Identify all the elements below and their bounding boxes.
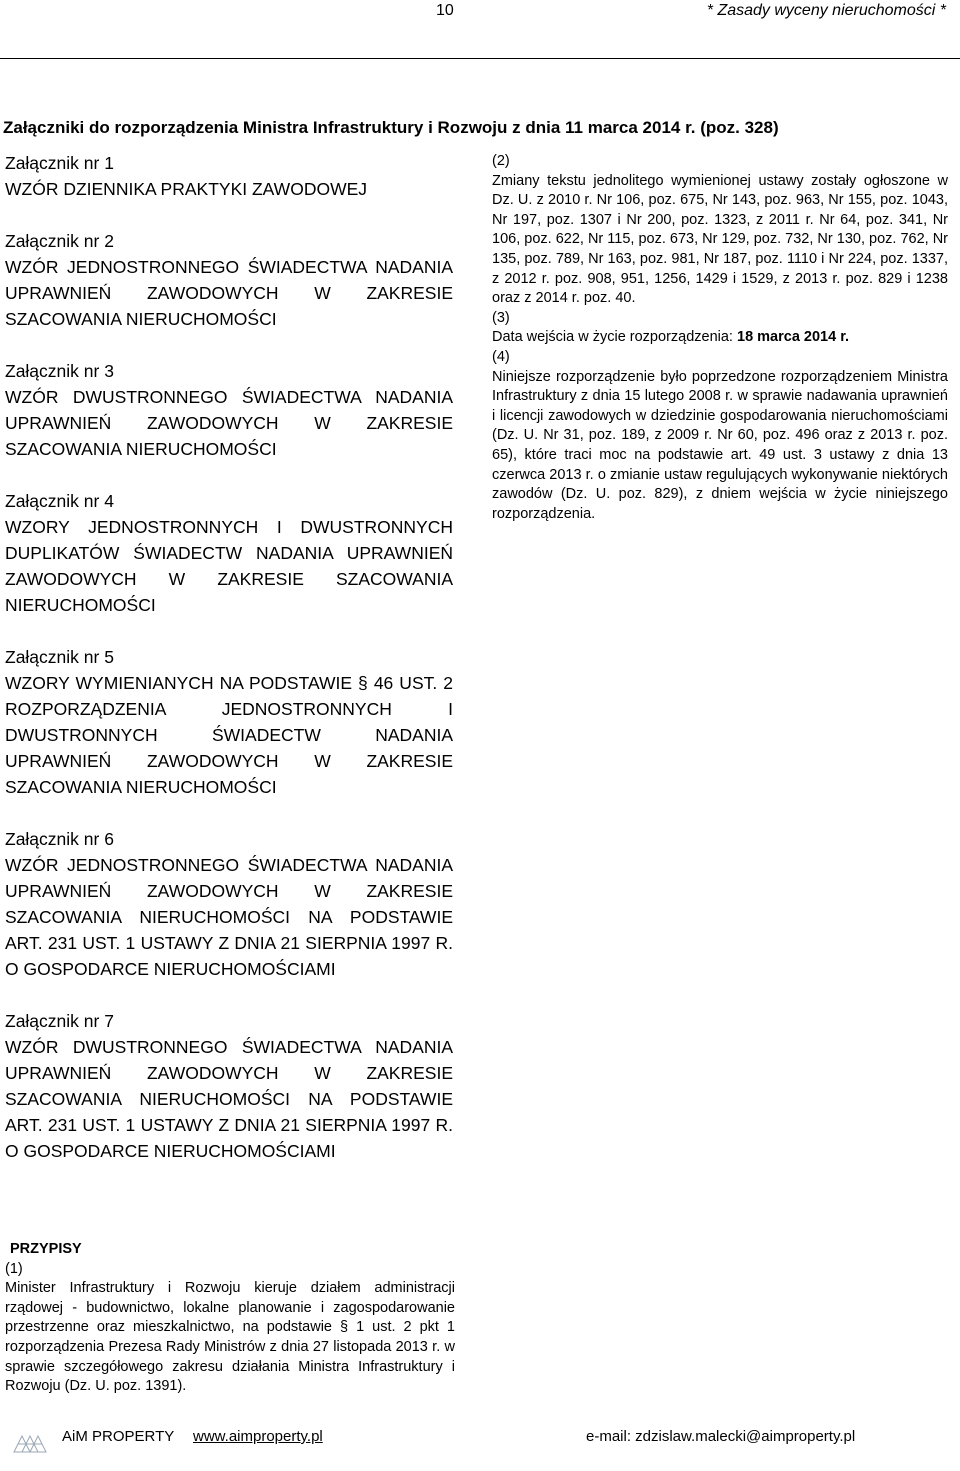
footnote-text: Minister Infrastruktury i Rozwoju kieruje działem administracji rządowej - budownictwo, lokalne planowanie i zagospodarowanie przestrzenne oraz mieszkalnictwo, na podstawie § 1 ust. 2 pkt 1 rozporządzenia Prezesa Rady Ministrów z dnia 27 listopada 2013 r. w sprawie szczegółowego zakresu działania Ministra Infrastruktury i Rozwoju (Dz. U. poz. 1391). — [5, 1280, 455, 1395]
note-text — [492, 328, 948, 348]
annex-list — [5, 150, 453, 1190]
footer-website-link[interactable]: www.aimproperty.pl — [193, 1428, 323, 1445]
annex-number: Załącznik nr 2 — [5, 231, 114, 251]
right-notes — [492, 152, 948, 524]
annex-description: WZORY JEDNOSTRONNYCH I DWUSTRONNYCH DUPLIKATÓW ŚWIADECTW NADANIA UPRAWNIEŃ ZAWODOWYCH W ZAKRESIE SZACOWANIA NIERUCHOMOŚCI — [5, 517, 453, 615]
annex-description: WZÓR DWUSTRONNEGO ŚWIADECTWA NADANIA UPRAWNIEŃ ZAWODOWYCH W ZAKRESIE SZACOWANIA NIERUCHOMOŚCI — [5, 387, 453, 459]
page-header — [0, 0, 960, 28]
page-footer — [0, 1424, 960, 1454]
footer-brand: AiM PROPERTY — [62, 1428, 175, 1445]
annex-item — [5, 1008, 453, 1164]
annex-item — [5, 150, 453, 202]
note-text-prefix: Data wejścia w życie rozporządzenia: — [492, 329, 737, 346]
footer-email[interactable]: e-mail: zdzislaw.malecki@aimproperty.pl — [586, 1428, 856, 1445]
header-divider — [0, 58, 960, 59]
annex-description: WZORY WYMIENIANYCH NA PODSTAWIE § 46 UST. 2 ROZPORZĄDZENIA JEDNOSTRONNYCH I DWUSTRONNYCH ŚWIADECTW NADANIA UPRAWNIEŃ ZAWODOWYCH W ZAKRESIE SZACOWANIA NIERUCHOMOŚCI — [5, 673, 453, 797]
footnote-number: (1) — [5, 1260, 23, 1277]
note-text: Zmiany tekstu jednolitego wymienionej ustawy zostały ogłoszone w Dz. U. z 2010 r. Nr 106, poz. 675, Nr 143, poz. 963, Nr 155, poz. 1043, Nr 197, poz. 1307 i Nr 200, poz. 1323, z 2011 r. Nr 64, poz. 341, Nr 106, poz. 622, Nr 115, poz. 673, Nr 129, poz. 732, Nr 130, poz. 762, Nr 135, poz. 789, Nr 163, poz. 981, Nr 187, poz. 1110 i Nr 224, poz. 1337, z 2012 r. poz. 908, 951, 1256, 1429 i 1529, z 2013 r. poz. 829 i 1238 oraz z 2014 r. poz. 40. — [492, 172, 948, 307]
aim-property-logo-icon — [12, 1432, 52, 1454]
annex-item — [5, 488, 453, 618]
main-title: Załączniki do rozporządzenia Ministra Infrastruktury i Rozwoju z dnia 11 marca 2014 r. (poz. 328) — [3, 118, 779, 137]
annex-description: WZÓR DWUSTRONNEGO ŚWIADECTWA NADANIA UPRAWNIEŃ ZAWODOWYCH W ZAKRESIE SZACOWANIA NIERUCHOMOŚCI NA PODSTAWIE ART. 231 UST. 1 USTAWY Z DNIA 21 SIERPNIA 1997 R. O GOSPODARCE NIERUCHOMOŚCIAMI — [5, 1037, 453, 1161]
effective-date: 18 marca 2014 r. — [737, 329, 850, 346]
annex-number: Załącznik nr 7 — [5, 1011, 114, 1031]
annex-item — [5, 644, 453, 800]
annex-number: Załącznik nr 1 — [5, 153, 114, 173]
annex-number: Załącznik nr 6 — [5, 829, 114, 849]
running-title: * Zasady wyceny nieruchomości * — [706, 2, 946, 19]
annex-number: Załącznik nr 3 — [5, 361, 114, 381]
note-number: (3) — [492, 309, 510, 326]
annex-number: Załącznik nr 5 — [5, 647, 114, 667]
annex-description: WZÓR JEDNOSTRONNEGO ŚWIADECTWA NADANIA UPRAWNIEŃ ZAWODOWYCH W ZAKRESIE SZACOWANIA NIERUCHOMOŚCI — [5, 257, 453, 329]
annex-description: WZÓR DZIENNIKA PRAKTYKI ZAWODOWEJ — [5, 179, 368, 199]
annex-item — [5, 358, 453, 462]
footnotes-heading: PRZYPISY — [10, 1241, 82, 1257]
annex-description: WZÓR JEDNOSTRONNEGO ŚWIADECTWA NADANIA UPRAWNIEŃ ZAWODOWYCH W ZAKRESIE SZACOWANIA NIERUCHOMOŚCI NA PODSTAWIE ART. 231 UST. 1 USTAWY Z DNIA 21 SIERPNIA 1997 R. O GOSPODARCE NIERUCHOMOŚCIAMI — [5, 855, 453, 979]
note-number: (4) — [492, 348, 510, 365]
annex-item — [5, 228, 453, 332]
annex-number: Załącznik nr 4 — [5, 491, 114, 511]
footnotes — [5, 1240, 455, 1397]
note-text: Niniejsze rozporządzenie było poprzedzone rozporządzeniem Ministra Infrastruktury z dnia 15 lutego 2008 r. w sprawie nadawania uprawnień i licencji zawodowych w dziedzinie gospodarowania nieruchomościami (Dz. U. Nr 31, poz. 189, z 2009 r. Nr 60, poz. 496 oraz z 2013 r. poz. 65), które traci moc na podstawie art. 49 ust. 3 ustawy z dnia 13 czerwca 2013 r. o zmianie ustaw regulujących wykonywanie niektórych zawodów (Dz. U. poz. 829), z dniem wejścia w życie niniejszego rozporządzenia. — [492, 368, 948, 522]
page-number: 10 — [436, 2, 454, 19]
note-number: (2) — [492, 153, 510, 169]
annex-item — [5, 826, 453, 982]
